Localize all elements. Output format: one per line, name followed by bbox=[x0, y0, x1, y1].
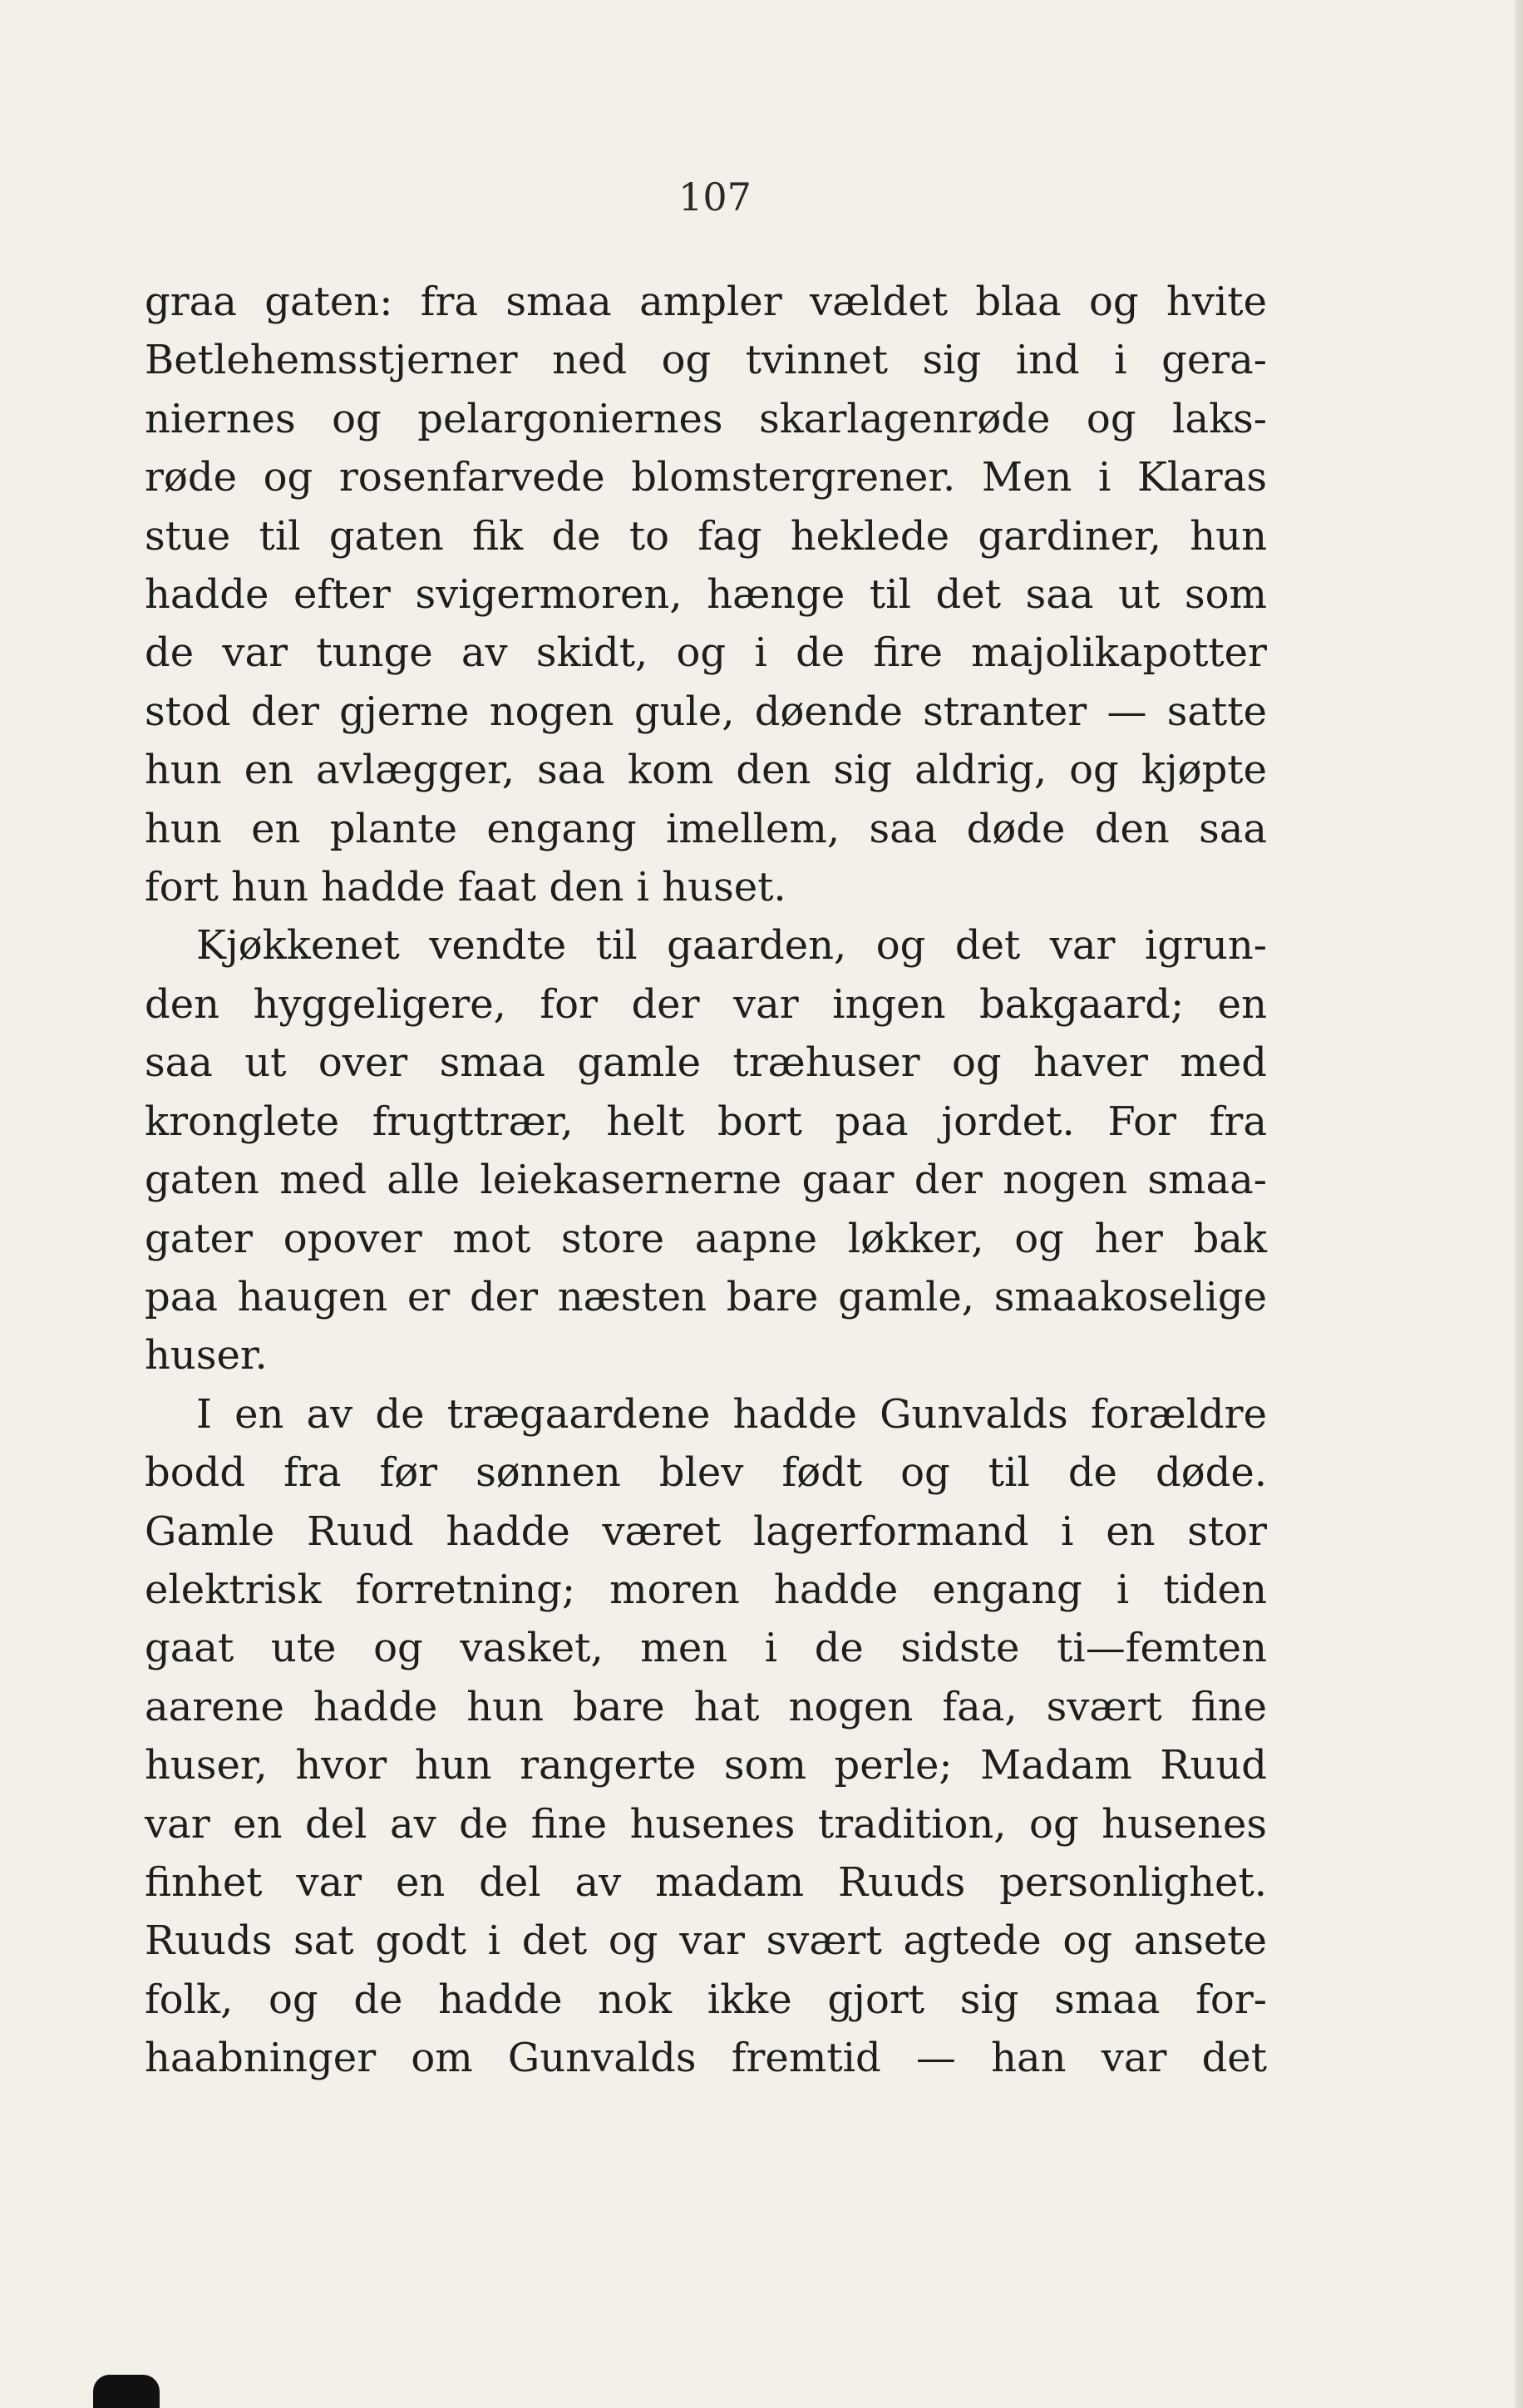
text-line: paa haugen er der næsten bare gamle, smaakoselige bbox=[145, 1273, 1267, 1320]
text-line: hadde efter svigermoren, hænge til det saa ut som bbox=[145, 571, 1267, 619]
paragraph-3 bbox=[145, 1385, 1267, 2088]
paragraph-2 bbox=[145, 916, 1267, 1384]
text-line: kronglete frugttrær, helt bort paa jordet. For fra bbox=[145, 1098, 1267, 1145]
text-line: niernes og pelargoniernes skarlagenrøde og laks- bbox=[145, 395, 1267, 442]
text-line: stod der gjerne nogen gule, døende stranter — satte bbox=[145, 688, 1267, 735]
ink-smudge bbox=[93, 2375, 160, 2408]
text-line: saa ut over smaa gamle træhuser og haver med bbox=[145, 1039, 1267, 1087]
text-line: hun en plante engang imellem, saa døde den saa bbox=[145, 805, 1267, 852]
text-line: Gamle Ruud hadde været lagerformand i en stor bbox=[145, 1507, 1267, 1555]
body-text bbox=[145, 273, 1267, 2088]
text-line: stue til gaten fik de to fag heklede gardiner, hun bbox=[145, 512, 1267, 560]
text-line: huser, hvor hun rangerte som perle; Madam Ruud bbox=[145, 1742, 1267, 1789]
paragraph-1 bbox=[145, 273, 1267, 916]
text-line: finhet var en del av madam Ruuds personlighet. bbox=[145, 1858, 1267, 1906]
text-line: gater opover mot store aapne løkker, og her bak bbox=[145, 1215, 1267, 1262]
text-line: fort hun hadde faat den i huset. bbox=[145, 864, 786, 911]
text-line: haabninger om Gunvalds fremtid — han var det bbox=[145, 2035, 1267, 2082]
text-line: Ruuds sat godt i det og var svært agtede og ansete bbox=[145, 1917, 1267, 1965]
text-line: bodd fra før sønnen blev født og til de døde. bbox=[145, 1449, 1267, 1497]
text-line: folk, og de hadde nok ikke gjort sig smaa for- bbox=[145, 1976, 1267, 2023]
text-line: Kjøkkenet vendte til gaarden, og det var igrun- bbox=[196, 922, 1267, 970]
text-line: I en av de trægaardene hadde Gunvalds forældre bbox=[196, 1390, 1267, 1438]
page-number: 107 bbox=[678, 175, 752, 220]
text-line: Betlehemsstjerner ned og tvinnet sig ind i gera- bbox=[145, 337, 1267, 384]
text-line: gaten med alle leiekasernerne gaar der nogen smaa- bbox=[145, 1157, 1267, 1204]
text-line: røde og rosenfarvede blomstergrener. Men i Klaras bbox=[145, 454, 1267, 501]
page-edge bbox=[1515, 0, 1523, 2408]
text-line: hun en avlægger, saa kom den sig aldrig, og kjøpte bbox=[145, 747, 1267, 794]
text-line: elektrisk forretning; moren hadde engang i tiden bbox=[145, 1566, 1267, 1613]
text-line: aarene hadde hun bare hat nogen faa, svært fine bbox=[145, 1683, 1267, 1730]
text-line: huser. bbox=[145, 1332, 268, 1379]
text-line: graa gaten: fra smaa ampler vældet blaa og hvite bbox=[145, 279, 1267, 325]
text-line: den hyggeligere, for der var ingen bakgaard; en bbox=[145, 980, 1267, 1028]
text-line: de var tunge av skidt, og i de fire majolikapotter bbox=[145, 629, 1267, 677]
text-line: gaat ute og vasket, men i de sidste ti—femten bbox=[145, 1625, 1267, 1672]
text-line: var en del av de fine husenes tradition, og husenes bbox=[145, 1800, 1267, 1848]
